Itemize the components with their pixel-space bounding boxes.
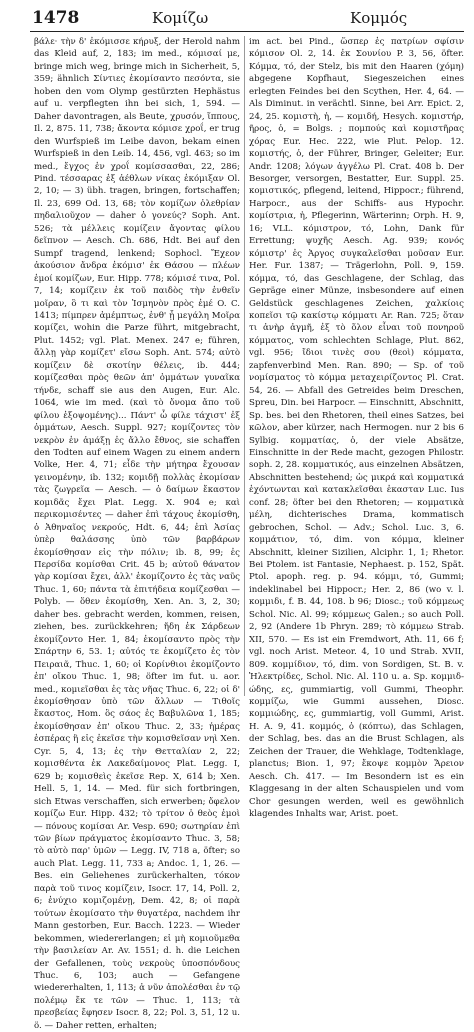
page-header (32, 8, 464, 28)
left-column (34, 36, 240, 1031)
running-headword-right: Κομμός (350, 9, 408, 27)
header-rule (30, 31, 464, 32)
running-headword-left: Κομίζω (152, 9, 209, 27)
left-column-text: βάλε· τὴν δ' ἐκόμισσε κήρυξ, der Herold nahm das Kleid auf, 2, 183; im med., κόμισαί με, bringe mich weg, bringe mich in Sicherheit, 5, 359; ähnlich Σίντιες ἐκομίσαντο πεσόντα, sie hoben den vom Olymp gestürzten Hephästus auf u. verpflegten ihn bei sich, 1, 594. — Daher davontragen, als Beute, χρυσόν, ἵππους, Il. 2, 875. 11, 738; ἄκοντα κόμισε χροΐ, er trug den Wurfspieß im Leibe davon, bekam einen Wurfspieß in den Leib. 14, 456, vgl. 463; so im med., ἔγχος ἐν χροΐ κομίσσασθαι, 22, 286; Pind. τέσσαρας ἐξ ἀέθλων νίκας ἐκόμιξαν Ol. 2, 10; — 3) übh. tragen, bringen, fortschaffen; Il. 23, 699 Od. 13, 68; τὸν κομίζων ὀλεθρίαν πηδαλιοῦχον — daher ὁ γονεύς? Soph. Ant. 526; τὰ μέλλεις κομίζειν ἄγοντας φίλου δεῖπνον — Aesch. Ch. 686, Hdt. Bei auf den Sumpf tragend, lenkend; Sophocl. Ἔχεον ἀκούσιον ἄνδρα ἐκόμισ' ἐκ Θάσου — πλέων ἐμοί κομίζων, Eur. Hipp. 778; κόμισέ τινα, Pol. 7, 14; κομίζειν ἐκ τοῦ παιδὸς τὴν ἐνθεῖν μοῖραν, ὃ τι καὶ τὸν Ἰσμηνὸν πρὸς ἐμέ O. C. 1413; πίμπρεν ἀμέμπτως, ἐνθ' ᾗ μεγάλη Μοῖρα κομίζει, wohin die Parze führt, mitgebracht, Plut. 1452; vgl. Plat. Menex. 247 e; führen, ἄλλῃ γὰρ κομίζετ' εἴσω Soph. Ant. 574; αὐτὸ κομίζειν δὲ σκοτίην θέλεις, ib. 444; κομίζεσθαι πρὸς θεῶν ἀπ' ὀμμάτων γυναῖκα τήνδε, schaff sie aus den Augen, Eur. Alc. 1064, wie im med. (καὶ τὸ ὄνομα ἄπο τοῦ φίλου ἐξοψομένης)... Πάντ' ὦ φίλε τάχιστ' ἐξ ὀμμάτων, Aesch. Suppl. 927; κομίζοντες τὸν νεκρὸν ἐν ἁμάξῃ ἐς ἄλλο ἔθνος, sie schaffen den Todten auf einem Wagen zu einem andern Volke, Her. 4, 71; εἶδε τὴν μήτηρα ἔχουσαν γεινομένην, ib. 132; κομιδῇ πολλὰς ἐκομίσαν τὰς ζωγρεῖα — Aesch. — ὁ δαίμων ἔκαστον κομιδᾶς ἔχει Plat. Legg. X. 904 e; καὶ περικομισέντες — daher ἐπὶ τάχους ἐκομίσθη, ὁ Ἀθηναῖος νεκρούς, Hdt. 6, 44; ἐπὶ Ἀσίας ὑπὲρ θαλάσσης ὑπὸ τῶν βαρβάρων ἐκομίσθησαν εἰς τὴν πόλιν; ib. 8, 99; ἐς Περσίδα κομίσθαι Crit. 45 b; αὐτοῦ θάνατον γὰρ κομίσαι ἔχει, ἀλλ' ἐκομίζοντο ἐς τὰς ναῦς Thuc. 1, 60; πάντα τὰ ἐπιτήδεια κομίζεσθαι — Polyb. — ὅθεν ἐκομίσθη, Xen. An. 3, 2, 30; daher bes. gebracht werden, kommen, reisen, ziehen, bes. zurückkehren; ἤδη ἐκ Σάρδεων ἐκομίζοντο Her. 1, 84; ἐκομίσαντο πρὸς τὴν Σπάρτην 6, 53. 1; αὐτός τε ἐκομίζετο ἐς τὸν Πειραιᾶ, Thuc. 1, 60; οἱ Κορίνθιοι ἐκομίζοντο ἐπ' οἴκου Thuc. 1, 98; öfter im fut. u. aor. med., κομιεῖσθαι ἐς τὰς νῆας Thuc. 6, 22; οἱ δ' ἐκομίσθησαν ὑπὸ τῶν ἄλλων — Τιθοῖς ἔκαστος, Hom. ὃς σάος ἐς Βαβυλῶνα 1, 185; ἐκομίσθησαν ἐπ' οἴκου Thuc. 2, 33; ἡμέρας ἐσπέρας ἢ εἰς ἐκεῖσε τὴν κομισθεῖσαν νηὶ Xen. Cyr. 5, 4, 13; ἐς τὴν Θετταλίαν 2, 22; κομισθέντα ἐκ Λακεδαίμονος Plat. Legg. I, 629 b; κομισθεὶς ἐκεῖσε Rep. X, 614 b; Xen. Hell. 5, 1, 14. — Med. für sich fortbringen, sich Etwas verschaffen, sich erwerben; ὄφελον κομίζω Eur. Hipp. 432; τὸ τρίτον ὁ θεὸς ἐμοὶ — πόνους κομίσαι Ar. Vesp. 690; σωτηρίαν ἐπὶ τῶν βίων πράγματος ἐκομίσαντο Thuc. 3, 58; τὸ αὐτὸ παρ' ὑμῶν — Legg. IV, 718 a, öfter; so auch Plat. Legg. 11, 733 a; Andoc. 1, 1, 26. — Bes. ein Geliehenes zurückerhalten, τόκον παρὰ τοῦ τινος κομίζειν, Isocr. 17, 14, Poll. 2, 6; ἐνύχιο κομιζομένῃ, Dem. 42, 8; οἱ παρὰ τούτων ἐκομίσατο τὴν θυγατέρα, nachdem ihr Mann gestorben, Eur. Bacch. 1223. — Wieder bekommen, wiedererlangen; εἰ μὴ κομιοῦμεθα τὴν βασιλείαν Ar. Av. 1551; d. h. die Leichen der Gefallenen, τοὺς νεκροὺς ὑποσπόνδους Thuc. 6, 103; auch — Gefangene wiedererhalten, 1, 113; ἀ νῦν ἀπολέσθαι ἐν τῷ πολέμῳ ἔκ τε τῶν — Thuc. 1, 113; τὰ πρεσβείας ἔφησεν Isocr. 8, 22; Pol. 3, 51, 12 u. ö. — Daher retten, erhalten; (34, 37, 240, 1031)
right-column (249, 36, 464, 820)
right-column-text: im act. bei Pind., ὥσπερ ἐς πατρίων σφίσιν κόμισον Ol. 2, 14. ἐκ Σουνίου P. 3, 56, öfter. Κόμμα, τό, der Stelz, bis mit den Haaren (χόμη) abgegene Kopfhaut, Siegeszeichen eines erlegten Feindes bei den Scythen, Her. 4, 64. — Als Diminut. in verächtl. Sinne, bei Arr. Epict. 2, 24, 25. κομιστὴ, ἡ, — κομιδή, Hesych. κομιστήρ, ῆρος, ὁ, = Bolgs. ; πομπούς καὶ κομιστῆρας χόρας Eur. Hec. 222, wie Plut. Pelop. 12. κομιστής, ὁ, der Führer, Bringer, Geleiter; Eur. Andr. 1208; λόγων ἀγγέλω Pl. Crat. 408 b. Der Besorger, versorgen, Bestatter, Eur. Suppl. 25. κομιστικός, pflegend, leitend, Hippocr.; führend, Harpocr., aus der Schiffs- aus Hypochr. κομίστρια, ἡ, Pflegerinn, Wärterinn; Orph. H. 9, 16; VLL. κόμιστρον, τό, Lohn, Dank für Errettung; ψυχῆς Aesch. Ag. 939; κονός κόμιστρ' ἐς Ἀργος συγκαλεῖσθαι μοῦσαν Eur. Her. Fur. 1387; — Trägerlohn, Poll. 9, 159. κόμμα, τό, das Geschlagene, der Schlag, das Gepräge einer Münze, insbesondere auf einen Geldstück geschlagenes Zeichen, χαλκίοις κοπεῖσι τῷ κακίστῳ κόμματι Ar. Ran. 725; ὅταν τι ἀνὴρ ἀγμῆ, ἐξ τὸ ὅλον εἶναι τοῦ πονηροῦ κόμματος, vom schlechten Schlage, Plut. 862, vgl. 956; ἴδιοι τινὲς σου (θεοὶ) κόμματα, zapfenverbind Men. Ran. 890; — Sp. of τοῦ νομίσματος τὸ κόμμα μεταχειρίζοντος Pl. Crat. 54, 26. — Abfall des Getreides beim Dreschen, Spreu, Din. bei Harpocr. — Einschnitt, Abschnitt, Sp. bes. bei den Rhetoren, theil eines Satzes, bei κῶλον, aber kürzer, nach Hermogen. nur 2 bis 6 Sylbig. κομματίας, ὁ, der viele Absätze, Einschnitte in der Rede macht, gezogen Philostr. soph. 2, 28. κομματικός, aus einzelnen Absätzen, Abschnitten bestehend; ὡς μικρά καὶ κομματικά ἐχόντωνται καὶ κατακλεῖσθαι ἐκασταν Luc. Ius conf. 28; öfter bei den Rhetoren; — κομματικὰ μέλη, dichterisches Drama, kommatisch gebrochen, Schol. — Adv.; Schol. Luc. 3, 6. κομμάτιον, τό, dim. von κόμμα, kleiner Abschnitt, kleiner Sizilien, Alciphr. 1, 1; Rhetor. Bei Ptolem. ist Fantasie, Nephaest. p. 152, Spät. Ptol. apoph. reg. p. 94. κόμμι, τό, Gummi; indeklinabel bei Hippocr.; Her. 2, 86 (wo v. l. κομμιδι, f. B. 44, 108. b 96; Diosc.; τοῦ κόμμεως Schol. Nic. Al. 99; κόμμεως Galen.; so auch Poll. 2, 92 (Andere 1b Phryn. 289; τὸ κόμμεω Strab. XII, 570. — Es ist ein Fremdwort, Ath. 11, 66 f; vgl. noch Arist. Meteor. 4, 10 und Strab. XVII, 809. κομμίδιον, τό, dim. von Sordigen, St. B. v. Ἠλεκτρίδες, Schol. Nic. Al. 110 u. a. Sp. κομμιδ-ώδης, ες, gummiartig, voll Gummi, Theophr. κομμίζω, wie Gummi aussehen, Diosc. κομμιώδης, ες, gummiartig, voll Gummi, Arist. H. A. 9, 41. κομμός, ὁ (κόπτω), das Schlagen, der Schlag, bes. das an die Brust Schlagen, als Zeichen der Trauer, die Wehklage, Todtenklage, planctus; Bion. 1, 97; ἔκοψε κομμὸν Ἄρειον Aesch. Ch. 417. — Im Besondern ist es ein Klaggesang in der alten Schauspielen und vom Chor gesungen werden, weil es gewöhnlich klagendes Inhalts war, Arist. poet. (249, 37, 464, 820)
column-divider (244, 36, 245, 696)
page-number: 1478 (32, 8, 80, 28)
